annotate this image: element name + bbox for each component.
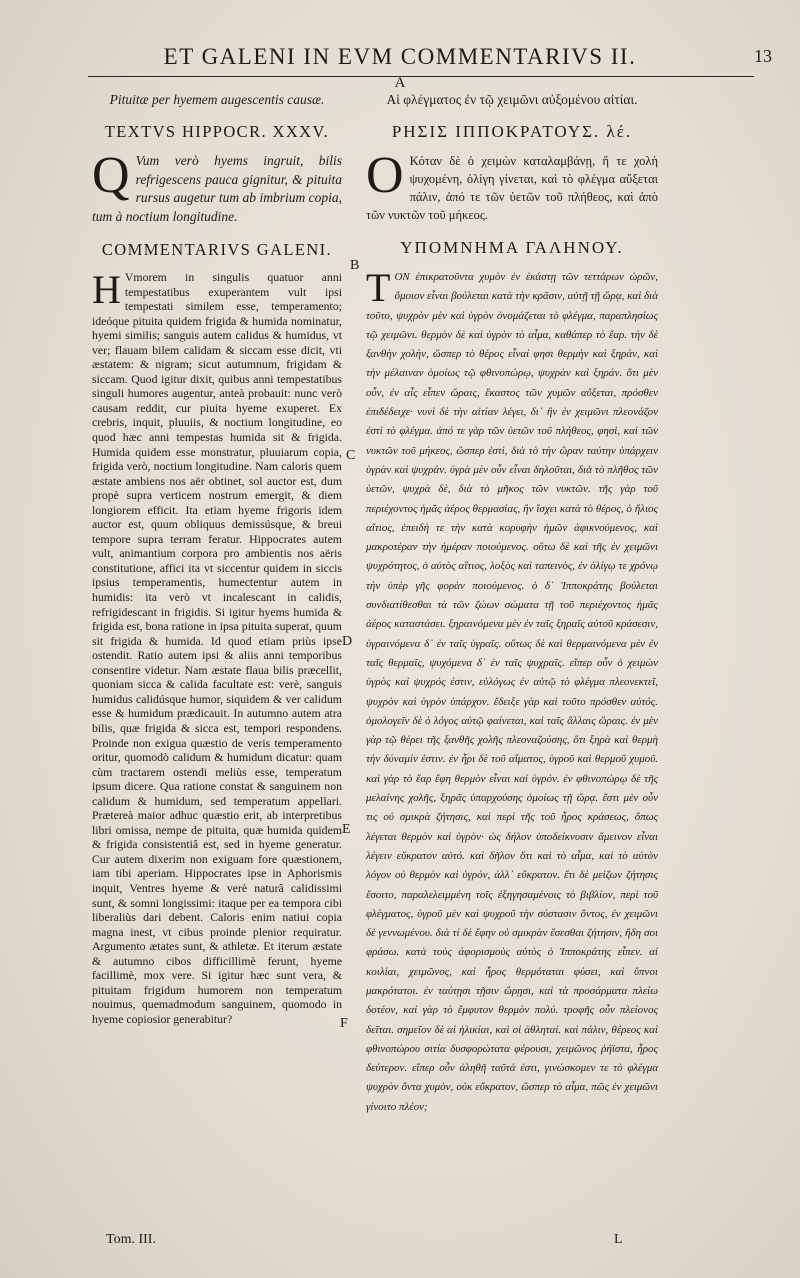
signature-mark-bottom: L — [614, 1232, 623, 1247]
running-title: ET GALENI IN EVM COMMENTARIVS II. — [163, 44, 637, 69]
latin-textus — [92, 147, 342, 226]
margin-letter-b: B — [350, 258, 360, 273]
greek-textus-dropcap: Ο — [366, 147, 404, 204]
latin-commentary-heading: COMMENTARIVS GALENI. — [101, 240, 333, 259]
margin-letter-e: E — [342, 822, 351, 837]
margin-letter-c: C — [346, 448, 356, 463]
latin-textus-dropcap: Q — [92, 147, 130, 204]
margin-letter-d: D — [342, 634, 353, 649]
greek-commentary-heading: ΥΠΟΜΝΗΜΑ ΓΑΛΗΝΟΥ. — [400, 238, 624, 257]
latin-column — [92, 92, 342, 1026]
margin-letter-f: F — [340, 1016, 348, 1031]
latin-commentary-dropcap: H — [92, 267, 121, 312]
page-number: 13 — [754, 46, 772, 66]
latin-textus-heading: TEXTVS HIPPOCR. XXXV. — [104, 122, 330, 141]
latin-commentary-body: Vmorem in singulis quatuor anni tempestatibus exuperantem vult ipsi tempestati similem esse, temperamento; ideóque pituita quidem frigida & humida nominatur, hyemi similis; sanguis autem calidus & humidus, vt ver; flauam bilem calidam & siccam esse dicit, vti æstatem: & nigram; sicut autumnum, frigidam & siccam. Quod igitur dixit, quibus anni tempestatibus singuli humores augentur, anteà probauit: nunc verò causam reddit, cur piuita hyeme exuperet. Ex crebris, inquit, pluuiis, & noctium longitudine, eo quod hæc anni tempestas humida sit & frigida. Humida quidem esse monstratur, pluuiarum copia, frigida verò, noctium longitudine. Nam caloris quem æstate ambiens nos aër obtinet, sol auctor est, dum propè supra verticem nostrum emergit, & diem longiorem efficit. Ita etiam hyeme frigoris idem auctor est, quum obliquus demissúsque, & breui tempore supra terram feratur. Hippocrates autem vult, animantium corpora pro ambientis nos aëris constitutione, affici ita vt siccentur quidem in siccis ipsius temperamentis, humectentur autem in humidis: ita verò vt incalescant in calidis, refrigidescant in frigidis. Si igitur hyems humida & frigida est, bona ratione in ipsa pituita superat, quum sit frigida & humida. Id quod etiam priùs ipse ostendit. Ratio autem ipsi & aliis anni temporibus consentire videtur. Nam æstate flaua bilis præcellit, quoniam sicca & calida facultate est: verè, sanguis humidus calidúsque humor, siquidem & ver calidum esse & humidum prædicauit. In autumno autem atra bilis, quæ frigida & sicca est, tempori respondens. Proinde non exigua quæstio de veris temperamento oritur, quomodò calidum & humidum dicatur: quam cùm tractarem ostendi meliùs esse, temperatum ipsum dicere. Qua ratione constat & sanguinem non calidum & humidum, sed temperatum appellari. Prætereà maior adhuc quæstio erit, ab interpretibus libri omissa, nempe de pituita, quæ humida quidem & frigida consistentiâ est, sed in hyeme generatur. Cur autem dixerim non exiguam fore quæstionem, iam tibi aperiam. Hippocrates ipse in Aphorismis inquit, Ventres hyeme & verè naturâ calidissimi sunt, & somni longissimi: itaque per ea tempora cibi liberaliùs dari debent. Caloris enim natiui copia magna inest, vt cibus proinde plenior requiratur. Argumento ætates sunt, & athletæ. Et iterum æstate & autumno cibos difficillimè ferunt, hyeme facillimè, mox vere. Si igitur hæc sunt vera, & pituitam frigidum humorem non temperatum nouimus, quemadmodum sanguinem, quomodo in hyeme copiosior generabitur? — [92, 270, 342, 1026]
signature-mark-top: A — [394, 75, 406, 91]
latin-commentary — [92, 267, 342, 1026]
greek-commentary — [366, 265, 658, 1117]
latin-textus-body: Vum verò hyems ingruit, bilis refrigescens pauca gignitur, & pituita rursus augetur tum ab imbrium copia, tum à noctium longitudine. — [92, 153, 342, 224]
latin-summary: Pituitæ per hyemem augescentis causæ. — [109, 92, 325, 107]
greek-commentary-dropcap: Τ — [366, 265, 391, 310]
greek-summary: Αἱ φλέγματος ἐν τῷ χειμῶνι αὐξομένου αἰτίαι. — [386, 92, 638, 107]
greek-textus-heading: ΡΗΣΙΣ ΙΠΠΟΚΡΑΤΟΥΣ. λέ. — [391, 122, 633, 141]
volume-label: Tom. III. — [106, 1232, 156, 1247]
greek-column — [366, 92, 658, 1117]
greek-textus — [366, 147, 658, 224]
greek-commentary-body: ΟΝ ἐπικρατοῦντα χυμὸν ἐν ἑκάστῃ τῶν τεττάρων ὡρῶν, ὅμοιον εἶναι βούλεται κατὰ τὴν κρᾶσιν, αὐτῇ τῇ ὥρᾳ, καὶ διὰ τοῦτο, ψυχρὸν μὲν καὶ ὑγρὸν ὀνομάζεται τὸ φλέγμα, παραπλησίως τῷ χειμῶνι. θερμὸν δὲ καὶ ὑγρὸν τὸ αἷμα, καθάπερ τὸ ἔαρ. τὴν δὲ ξανθὴν χολὴν, ὥσπερ τὸ θέρος εἶναί φησι θερμὴν καὶ ξηράν, καὶ τὴν μέλαιναν ὁμοίως τῷ φθινοπώρῳ, ψυχρὰν καὶ ξηράν. ὅτι μὲν οὖν, ἐν αἷς εἶπεν ὥραις, ἕκαστος τῶν χυμῶν αὔξεται, πρόσθεν ἐπιδέδειχε· νυνὶ δὲ τὴν αἰτίαν λέγει, δι᾽ ἣν ἐν χειμῶνι πλεονάζον ἐστὶ τὸ φλέγμα. ἀπό τε γὰρ τῶν ὑετῶν τοῦ πλήθεος, φησὶ, καὶ τῶν νυκτῶν τοῦ μήκεος, ὥσπερ ἐστὶ, διὰ τὸ τὴν ὥραν ταύτην ὑπάρχειν ὑγρὰν καὶ ψυχράν. ὑγρὰ μὲν οὖν εἶναι δηλοῦται, διὰ τὸ πλῆθος τῶν ὑετῶν, ψυχρὰ δὲ, διὰ τὸ μῆκος τῶν νυκτῶν. τῆς γὰρ τοῦ περιέχοντος ἡμᾶς ἀέρος θερμασίας, ἣν ἴσχει κατὰ τὸ θέρος, ὁ ἥλιος αἴτιος, ἐπειδὴ τε τὴν κατὰ κορυφὴν ἡμῶν ἀφικνούμενος, καὶ μακροτέραν τὴν ἡμέραν ποιούμενος. οὕτω δὲ καὶ τῆς ἐν χειμῶνι ψυχρότητος, ὁ αὐτὸς αἴτιος, λοξὸς καὶ ταπεινὸς, ἐν ὀλίγῳ τε χρόνῳ τὴν ὑπὲρ γῆς φορὰν ποιούμενος. ὁ δ᾽ Ἱπποκράτης βούλεται συνδιατίθεσθαι τὰ τῶν ζώων σώματα τῇ τοῦ περιέχοντος ἡμᾶς ἀέρος καταστάσει. ξηραινόμενα μὲν ἐν ταῖς ξηραῖς αὐτοῦ κράσεσιν, ὑγραινόμενα δ᾽ ἐν ταῖς ὑγραῖς. οὕτως δὲ καὶ θερμαινόμενα μὲν ἐν ταῖς θερμαῖς, ψυχόμενα δ᾽ ἐν ταῖς ψυχραῖς. εἴπερ οὖν ὁ χειμὼν ὑγρὸς καὶ ψυχρός ἐστιν, εὐλόγως ἐν αὐτῷ τὸ φλέγμα πλεονεκτεῖ, ψυχρὸν καὶ ὑγρὸν ὑπάρχον. ἔδειξε γὰρ καὶ τοῦτο πρόσθεν αὐτός. ὁμολογεῖν δὲ ὁ λόγος αὐτῷ φαίνεται, καὶ ταῖς ἄλλαις ὥραις. ἐν μὲν γὰρ τῷ θέρει τῆς ξανθῆς χολῆς πλεοναζούσης, ὅτι ξηρὰ καὶ θερμὴ τὴν δύναμίν ἐστιν. ἐν ἦρι δὲ τοῦ αἵματος, ὑγροῦ καὶ θερμοῦ χυμοῦ. καὶ γὰρ τὸ ἔαρ ἔφη θερμὸν εἶναι καὶ ὑγρόν. ἐν φθινοπώρῳ δὲ τῆς μελαίνης χολῆς, ξηρᾶς ὑπαρχούσης ὁμοίως τῇ ὥρᾳ. ἔστι μὲν οὖν τις οὐ σμικρὰ ζήτησις, καὶ περὶ τῆς τοῦ ἦρος κράσεως, ὅπως λέγεται θερμὸν καὶ ὑγρὸν· ὡς δήλον ὑποδείκνυσιν ἄμεινον εἶναι λέγειν εὔκρατον αὐτό. καὶ δῆλον ὅτι καὶ τὸ αἷμα, καὶ τὸ αὐτὸν λόγον οὐ θερμὸν καὶ ὑγρόν, ἀλλ᾽ εὔκρατον. ἔτι δὲ μείζων ζήτησις ἔσοιτο, παραλελειμμένη τοῖς ἐξηγησαμένοις τὸ βιβλίον, περὶ τοῦ φλέγματος, ὑγροῦ μὲν καὶ ψυχροῦ τὴν σύστασιν ὄντος, ἐν χειμῶνι δὲ γεννωμένου. διὰ τί δὲ ἔφην οὐ σμικρὰν ἔσεσθαι ζήτησιν, ἤδη σοι φράσω. κατὰ τοὺς ἀφορισμοὺς αὐτὸς ὁ Ἱπποκράτης εἶπεν. αἱ κοιλίαι, χειμῶνος, καὶ ἦρος θερμόταται φύσει, καὶ ὕπνοι μακρότατοι. ἐν ταύτῃσι τῇσιν ὥρῃσι, καὶ τὰ προσάρματα πλείω δοτέον, καὶ γὰρ τὸ ἔμφυτον θερμὸν πολύ. τροφῆς οὖν πλείονος δεῖται. σημεῖον δὲ αἱ ἡλικίαι, καὶ οἱ ἀθληταί. καὶ πάλιν, θέρεος καὶ φθινοπώρου σιτία δυσφορώτατα φέρουσι, χειμῶνος ῥήϊστα, ἦρος δεύτερον. εἴπερ οὖν ἀληθῆ ταῦτά ἐστι, γινώσκομεν τε τὸ φλέγμα ψυχρὸν ὄντα χυμὸν, οὐκ εὔκρατον, ὥσπερ τὸ αἷμα, πῶς ἐν χειμῶνι γίνοιτο πλέον; — [366, 271, 658, 1113]
greek-textus-body: Κόταν δὲ ὁ χειμὼν καταλαμβάνῃ, ἥ τε χολὴ ψυχομένη, ὀλίγη γίνεται, καὶ τὸ φλέγμα αὔξεται πάλιν, ἀπό τε τῶν ὑετῶν τοῦ πλήθεος, καὶ ἀπὸ τῶν νυκτῶν τοῦ μήκεος. — [366, 154, 658, 222]
